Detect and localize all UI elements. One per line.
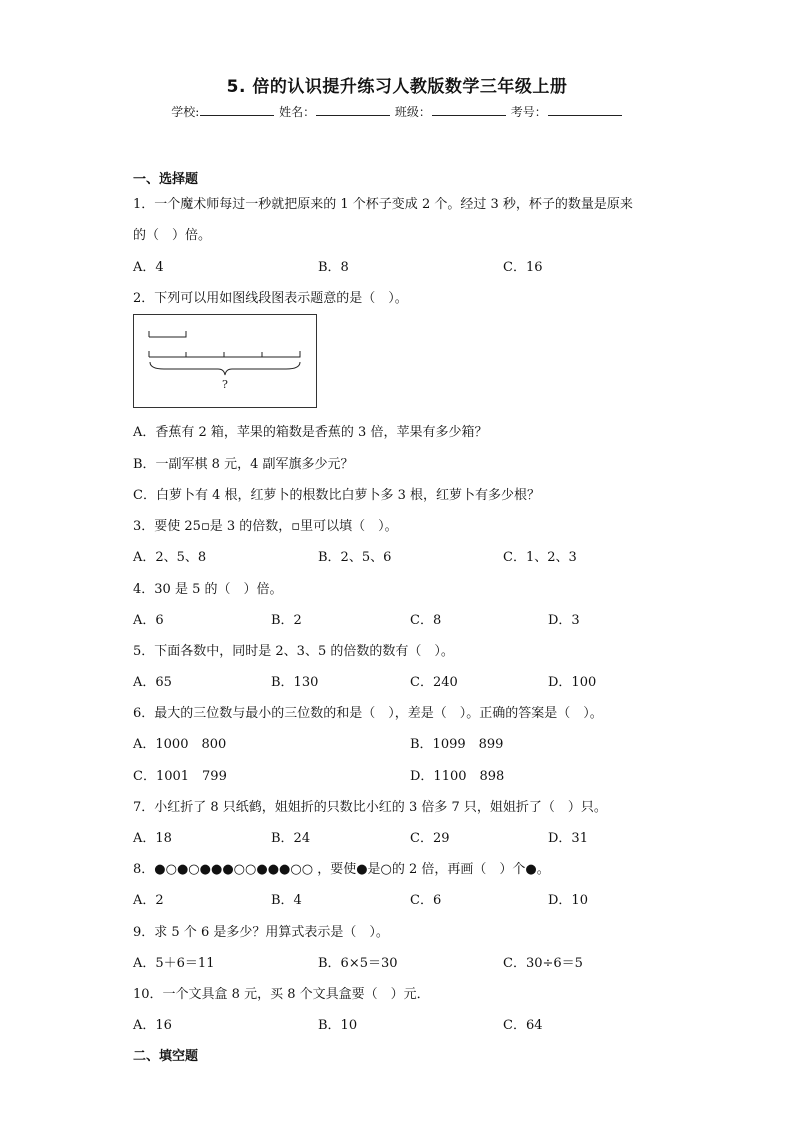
q10-option-c[interactable]: C．64 [503,1018,543,1033]
question-4: 4．30 是 5 的（ ）倍。 [133,582,283,597]
q2-option-b[interactable]: B．一副军棋 8 元，4 副军旗多少元？ [133,457,354,472]
q2-option-a[interactable]: A．香蕉有 2 箱，苹果的箱数是香蕉的 3 倍，苹果有多少箱？ [133,425,488,440]
q7-option-d[interactable]: D．31 [548,831,588,846]
q2-option-c[interactable]: C．白萝卜有 4 根，红萝卜的根数比白萝卜多 3 根，红萝卜有多少根？ [133,488,541,503]
q1-option-b[interactable]: B．8 [318,260,349,275]
q5-option-b[interactable]: B．130 [271,675,319,690]
q3-option-b[interactable]: B．2、5、6 [318,550,392,565]
q9-option-c[interactable]: C．30÷6＝5 [503,956,583,971]
q7-option-c[interactable]: C．29 [410,831,450,846]
class-blank[interactable] [432,103,506,116]
q1-option-c[interactable]: C．16 [503,260,543,275]
school-label: 学校: [171,105,200,119]
q8-option-a[interactable]: A．2 [133,893,164,908]
brace [150,362,300,375]
question-7: 7．小红折了 8 只纸鹤，姐姐折的只数比小红的 3 倍多 7 只，姐姐折了（ ）只。 [133,800,607,815]
line-segment-diagram [133,314,317,408]
q6-option-d[interactable]: D．1100 898 [410,769,505,784]
q6-option-a[interactable]: A．1000 800 [133,737,227,752]
q4-option-d[interactable]: D．3 [548,613,580,628]
school-blank[interactable] [200,103,274,116]
diagram-question-mark: ? [222,378,228,391]
q9-option-b[interactable]: B．6×5＝30 [318,956,398,971]
question-10: 10．一个文具盒 8 元，买 8 个文具盒要（ ）元． [133,987,430,1002]
question-1-line-2: 的（ ）倍。 [133,228,212,243]
long-segment [149,351,300,357]
question-9: 9．求 5 个 6 是多少？用算式表示是（ ）。 [133,925,389,940]
question-2: 2．下列可以用如图线段图表示题意的是（ ）。 [133,291,408,306]
question-1-line-1: 1．一个魔术师每过一秒就把原来的 1 个杯子变成 2 个。经过 3 秒，杯子的数量是原来 [133,197,633,212]
q3-option-c[interactable]: C．1、2、3 [503,550,577,565]
q4-option-c[interactable]: C．8 [410,613,442,628]
q4-option-b[interactable]: B．2 [271,613,302,628]
q10-option-b[interactable]: B．10 [318,1018,358,1033]
q6-option-c[interactable]: C．1001 799 [133,769,227,784]
student-info-line [0,103,794,120]
q5-option-d[interactable]: D．100 [548,675,597,690]
q3-option-a[interactable]: A．2、5、8 [133,550,207,565]
q7-option-b[interactable]: B．24 [271,831,311,846]
question-6: 6．最大的三位数与最小的三位数的和是（ ），差是（ ）。正确的答案是（ ）。 [133,706,603,721]
q1-option-a[interactable]: A．4 [133,260,164,275]
q5-option-a[interactable]: A．65 [133,675,172,690]
q8-option-b[interactable]: B．4 [271,893,302,908]
q6-option-b[interactable]: B．1099 899 [410,737,504,752]
q5-option-c[interactable]: C．240 [410,675,458,690]
q7-option-a[interactable]: A．18 [133,831,172,846]
q8-option-c[interactable]: C．6 [410,893,442,908]
exam-no-label: 考号： [510,105,547,119]
section-title-fill: 二、填空题 [133,1049,199,1064]
question-5: 5．下面各数中，同时是 2、3、5 的倍数的数有（ ）。 [133,644,454,659]
class-label: 班级： [394,105,431,119]
q10-option-a[interactable]: A．16 [133,1018,172,1033]
page-title: 5. 倍的认识提升练习人教版数学三年级上册 [226,77,568,97]
short-segment [149,331,186,337]
name-blank[interactable] [316,103,390,116]
section-title-choice: 一、选择题 [133,172,199,187]
q8-option-d[interactable]: D．10 [548,893,588,908]
name-label: 姓名： [279,105,316,119]
q9-option-a[interactable]: A．5＋6＝11 [133,956,215,971]
question-3: 3．要使 25▫是 3 的倍数，▫里可以填（ ）。 [133,519,398,534]
question-8: 8．●○●○●●●○○●●●○○ ，要使●是○的 2 倍，再画（ ）个●。 [133,862,550,877]
q4-option-a[interactable]: A．6 [133,613,164,628]
exam-no-blank[interactable] [548,103,622,116]
